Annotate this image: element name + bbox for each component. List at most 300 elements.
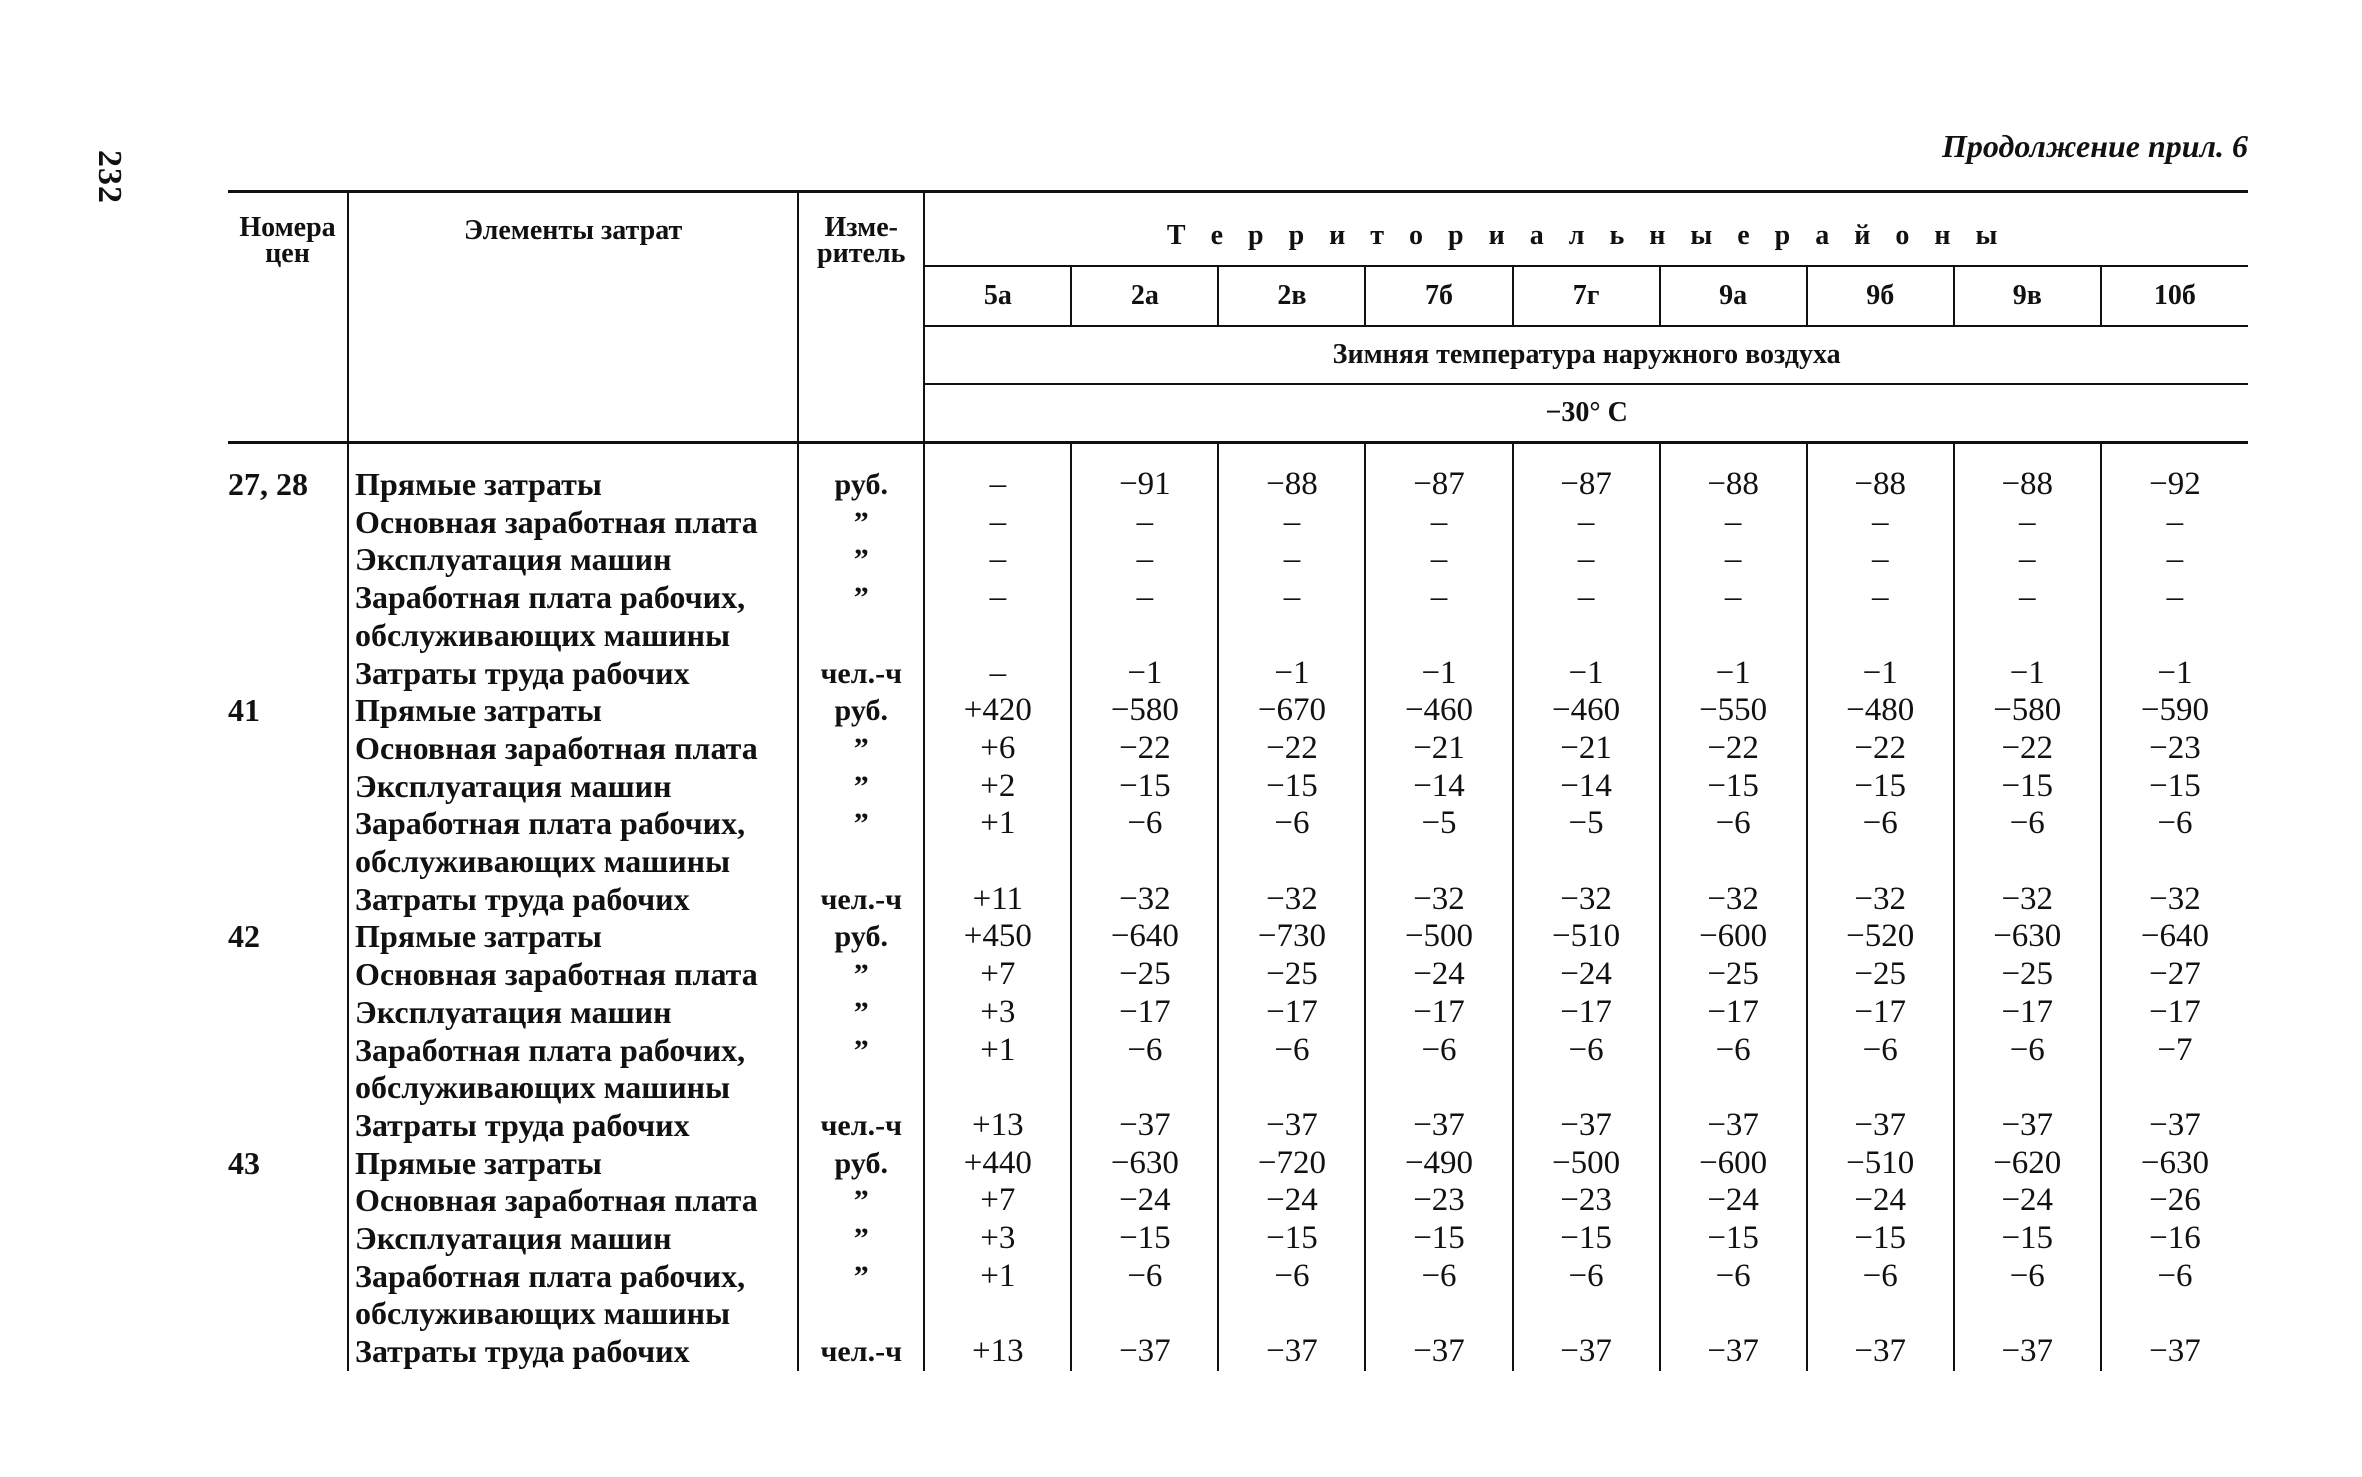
value-cell-7г: – bbox=[1513, 579, 1660, 617]
value-cell-2в: −6 bbox=[1218, 1258, 1365, 1296]
value-cell-7г: – bbox=[1513, 541, 1660, 579]
value-cell-9б: −6 bbox=[1807, 1032, 1954, 1070]
value-cell-10б bbox=[2101, 1069, 2248, 1107]
value-cell-9б: −520 bbox=[1807, 918, 1954, 956]
value-cell-5а: +3 bbox=[924, 994, 1071, 1032]
value-cell-10б: – bbox=[2101, 541, 2248, 579]
header-region-1: 2а bbox=[1071, 266, 1218, 326]
value-cell-2в: −15 bbox=[1218, 1220, 1365, 1258]
unit-cell: ” bbox=[798, 504, 924, 542]
value-cell-2а bbox=[1071, 1069, 1218, 1107]
value-cell-2а: −580 bbox=[1071, 692, 1218, 730]
unit-cell: руб. bbox=[798, 692, 924, 730]
value-cell-10б bbox=[2101, 617, 2248, 655]
value-cell-9б: −32 bbox=[1807, 881, 1954, 919]
value-cell-7б: – bbox=[1365, 504, 1512, 542]
header-region-8: 10б bbox=[2101, 266, 2248, 326]
table-row bbox=[228, 1220, 2248, 1258]
unit-cell: ” bbox=[798, 541, 924, 579]
value-cell-7г: −1 bbox=[1513, 655, 1660, 693]
cost-element-cell: Прямые затраты bbox=[348, 443, 798, 504]
value-cell-2в bbox=[1218, 1295, 1365, 1333]
table-row bbox=[228, 843, 2248, 881]
value-cell-7г: – bbox=[1513, 504, 1660, 542]
value-cell-9а: – bbox=[1660, 579, 1807, 617]
table-row bbox=[228, 1182, 2248, 1220]
value-cell-2а bbox=[1071, 843, 1218, 881]
value-cell-7б: −490 bbox=[1365, 1145, 1512, 1183]
value-cell-10б: −630 bbox=[2101, 1145, 2248, 1183]
value-cell-7б: −460 bbox=[1365, 692, 1512, 730]
price-number-cell bbox=[228, 994, 348, 1032]
price-number-cell bbox=[228, 843, 348, 881]
table-row bbox=[228, 881, 2248, 919]
value-cell-9в: −37 bbox=[1954, 1107, 2101, 1145]
value-cell-7г: −23 bbox=[1513, 1182, 1660, 1220]
value-cell-7б: −23 bbox=[1365, 1182, 1512, 1220]
value-cell-10б: −37 bbox=[2101, 1107, 2248, 1145]
price-number-cell bbox=[228, 1220, 348, 1258]
unit-cell: чел.-ч bbox=[798, 1333, 924, 1371]
value-cell-2а: −91 bbox=[1071, 443, 1218, 504]
value-cell-9в: – bbox=[1954, 504, 2101, 542]
value-cell-9в bbox=[1954, 843, 2101, 881]
value-cell-9б: −6 bbox=[1807, 1258, 1954, 1296]
price-number-cell bbox=[228, 1295, 348, 1333]
value-cell-9а: −32 bbox=[1660, 881, 1807, 919]
value-cell-7б: −37 bbox=[1365, 1333, 1512, 1371]
value-cell-9в: −620 bbox=[1954, 1145, 2101, 1183]
value-cell-2в: – bbox=[1218, 504, 1365, 542]
header-region-7: 9в bbox=[1954, 266, 2101, 326]
unit-cell: ” bbox=[798, 1258, 924, 1296]
unit-cell: чел.-ч bbox=[798, 881, 924, 919]
value-cell-10б: −27 bbox=[2101, 956, 2248, 994]
value-cell-9в: −88 bbox=[1954, 443, 2101, 504]
value-cell-5а: – bbox=[924, 443, 1071, 504]
price-number-cell bbox=[228, 1107, 348, 1145]
cost-element-cell: Заработная плата рабочих, bbox=[348, 579, 798, 617]
table-row bbox=[228, 994, 2248, 1032]
value-cell-9б: −37 bbox=[1807, 1333, 1954, 1371]
value-cell-2а: −37 bbox=[1071, 1333, 1218, 1371]
price-number-cell bbox=[228, 1258, 348, 1296]
value-cell-9в bbox=[1954, 617, 2101, 655]
value-cell-5а: +1 bbox=[924, 1032, 1071, 1070]
cost-element-cell: Основная заработная плата bbox=[348, 1182, 798, 1220]
value-cell-5а bbox=[924, 1069, 1071, 1107]
unit-cell: ” bbox=[798, 579, 924, 617]
value-cell-7г bbox=[1513, 617, 1660, 655]
value-cell-9а: −6 bbox=[1660, 1258, 1807, 1296]
value-cell-9б: −510 bbox=[1807, 1145, 1954, 1183]
value-cell-2в: −37 bbox=[1218, 1333, 1365, 1371]
value-cell-10б: −23 bbox=[2101, 730, 2248, 768]
value-cell-2а: −6 bbox=[1071, 1032, 1218, 1070]
unit-cell: чел.-ч bbox=[798, 655, 924, 693]
value-cell-2а: −15 bbox=[1071, 1220, 1218, 1258]
value-cell-10б bbox=[2101, 843, 2248, 881]
value-cell-9б: −37 bbox=[1807, 1107, 1954, 1145]
table-row bbox=[228, 1333, 2248, 1371]
cost-element-cell: Прямые затраты bbox=[348, 692, 798, 730]
table-row bbox=[228, 956, 2248, 994]
unit-cell: ” bbox=[798, 956, 924, 994]
value-cell-5а bbox=[924, 843, 1071, 881]
value-cell-2в: −670 bbox=[1218, 692, 1365, 730]
cost-element-cell: обслуживающих машины bbox=[348, 843, 798, 881]
value-cell-2а: – bbox=[1071, 579, 1218, 617]
value-cell-7б bbox=[1365, 1295, 1512, 1333]
header-region-2: 2в bbox=[1218, 266, 1365, 326]
value-cell-2в: −6 bbox=[1218, 1032, 1365, 1070]
cost-element-cell: Заработная плата рабочих, bbox=[348, 1032, 798, 1070]
price-number-cell bbox=[228, 1333, 348, 1371]
header-unit: Изме-ритель bbox=[798, 192, 924, 443]
value-cell-9б: −17 bbox=[1807, 994, 1954, 1032]
value-cell-9а: −37 bbox=[1660, 1333, 1807, 1371]
value-cell-2а: −32 bbox=[1071, 881, 1218, 919]
value-cell-9в: −15 bbox=[1954, 768, 2101, 806]
table-row bbox=[228, 504, 2248, 542]
value-cell-9в: −17 bbox=[1954, 994, 2101, 1032]
value-cell-9в: −32 bbox=[1954, 881, 2101, 919]
value-cell-9б: −15 bbox=[1807, 1220, 1954, 1258]
value-cell-2в: −25 bbox=[1218, 956, 1365, 994]
value-cell-10б: −16 bbox=[2101, 1220, 2248, 1258]
value-cell-7г: −5 bbox=[1513, 805, 1660, 843]
price-number-cell bbox=[228, 617, 348, 655]
value-cell-9а: −22 bbox=[1660, 730, 1807, 768]
value-cell-7г: −500 bbox=[1513, 1145, 1660, 1183]
unit-cell: ” bbox=[798, 1182, 924, 1220]
value-cell-2в: – bbox=[1218, 541, 1365, 579]
value-cell-7б: −6 bbox=[1365, 1032, 1512, 1070]
cost-element-cell: Эксплуатация машин bbox=[348, 541, 798, 579]
value-cell-5а: +11 bbox=[924, 881, 1071, 919]
value-cell-2в: −15 bbox=[1218, 768, 1365, 806]
value-cell-5а: – bbox=[924, 579, 1071, 617]
cost-element-cell: Заработная плата рабочих, bbox=[348, 1258, 798, 1296]
value-cell-10б: −6 bbox=[2101, 805, 2248, 843]
table-row bbox=[228, 692, 2248, 730]
cost-element-cell: обслуживающих машины bbox=[348, 1069, 798, 1107]
value-cell-9а: −600 bbox=[1660, 918, 1807, 956]
table-row bbox=[228, 730, 2248, 768]
value-cell-9в: −1 bbox=[1954, 655, 2101, 693]
value-cell-7б: −5 bbox=[1365, 805, 1512, 843]
value-cell-2в: −1 bbox=[1218, 655, 1365, 693]
value-cell-7б: −500 bbox=[1365, 918, 1512, 956]
value-cell-7б bbox=[1365, 617, 1512, 655]
value-cell-2в: −6 bbox=[1218, 805, 1365, 843]
value-cell-9а: – bbox=[1660, 504, 1807, 542]
value-cell-2в: −730 bbox=[1218, 918, 1365, 956]
value-cell-7г bbox=[1513, 1069, 1660, 1107]
value-cell-9а: −6 bbox=[1660, 805, 1807, 843]
value-cell-9в bbox=[1954, 1069, 2101, 1107]
value-cell-7б: −24 bbox=[1365, 956, 1512, 994]
value-cell-9а: −550 bbox=[1660, 692, 1807, 730]
value-cell-5а: +7 bbox=[924, 1182, 1071, 1220]
cost-table bbox=[228, 190, 2248, 1371]
value-cell-9в: −15 bbox=[1954, 1220, 2101, 1258]
value-cell-9в: −6 bbox=[1954, 1258, 2101, 1296]
value-cell-2в: – bbox=[1218, 579, 1365, 617]
value-cell-2а: −25 bbox=[1071, 956, 1218, 994]
value-cell-7г bbox=[1513, 1295, 1660, 1333]
value-cell-9а: −24 bbox=[1660, 1182, 1807, 1220]
table-header bbox=[228, 192, 2248, 443]
value-cell-7г bbox=[1513, 843, 1660, 881]
value-cell-9а: −88 bbox=[1660, 443, 1807, 504]
header-regions-title: Т е р р и т о р и а л ь н ы е р а й о н ы bbox=[924, 192, 2248, 267]
value-cell-9а bbox=[1660, 617, 1807, 655]
cost-element-cell: Затраты труда рабочих bbox=[348, 881, 798, 919]
unit-cell bbox=[798, 1069, 924, 1107]
value-cell-2в bbox=[1218, 1069, 1365, 1107]
value-cell-10б: −26 bbox=[2101, 1182, 2248, 1220]
value-cell-9в: −24 bbox=[1954, 1182, 2101, 1220]
header-temperature-title: Зимняя температура наружного воздуха bbox=[924, 326, 2248, 384]
table-row bbox=[228, 1145, 2248, 1183]
table-row bbox=[228, 1107, 2248, 1145]
value-cell-9а: −1 bbox=[1660, 655, 1807, 693]
cost-element-cell: Основная заработная плата bbox=[348, 730, 798, 768]
value-cell-2а: −6 bbox=[1071, 1258, 1218, 1296]
continuation-label: Продолжение прил. 6 bbox=[1942, 128, 2248, 164]
cost-element-cell: Эксплуатация машин bbox=[348, 994, 798, 1032]
unit-cell: ” bbox=[798, 768, 924, 806]
value-cell-9а: −600 bbox=[1660, 1145, 1807, 1183]
cost-table-wrapper bbox=[228, 190, 2248, 1371]
value-cell-7г: −87 bbox=[1513, 443, 1660, 504]
value-cell-9в: −25 bbox=[1954, 956, 2101, 994]
value-cell-10б: −1 bbox=[2101, 655, 2248, 693]
value-cell-2а: −24 bbox=[1071, 1182, 1218, 1220]
header-temperature-value: −30° С bbox=[924, 384, 2248, 443]
value-cell-5а: +6 bbox=[924, 730, 1071, 768]
cost-element-cell: Затраты труда рабочих bbox=[348, 1333, 798, 1371]
value-cell-9б: −88 bbox=[1807, 443, 1954, 504]
value-cell-10б: −92 bbox=[2101, 443, 2248, 504]
price-number-cell bbox=[228, 956, 348, 994]
value-cell-9б: – bbox=[1807, 541, 1954, 579]
value-cell-2а: – bbox=[1071, 541, 1218, 579]
table-row bbox=[228, 1069, 2248, 1107]
cost-element-cell: Затраты труда рабочих bbox=[348, 655, 798, 693]
price-number-cell bbox=[228, 1032, 348, 1070]
cost-element-cell: Заработная плата рабочих, bbox=[348, 805, 798, 843]
value-cell-7б bbox=[1365, 1069, 1512, 1107]
value-cell-2а: – bbox=[1071, 504, 1218, 542]
table-row bbox=[228, 579, 2248, 617]
value-cell-7б: −17 bbox=[1365, 994, 1512, 1032]
price-number-cell bbox=[228, 504, 348, 542]
value-cell-5а: +450 bbox=[924, 918, 1071, 956]
value-cell-2а: −37 bbox=[1071, 1107, 1218, 1145]
table-row bbox=[228, 805, 2248, 843]
value-cell-5а bbox=[924, 617, 1071, 655]
value-cell-5а: +1 bbox=[924, 805, 1071, 843]
value-cell-9б: −480 bbox=[1807, 692, 1954, 730]
value-cell-5а bbox=[924, 1295, 1071, 1333]
table-row bbox=[228, 655, 2248, 693]
value-cell-5а: +420 bbox=[924, 692, 1071, 730]
table-row bbox=[228, 768, 2248, 806]
value-cell-10б: −6 bbox=[2101, 1258, 2248, 1296]
value-cell-9а: −37 bbox=[1660, 1107, 1807, 1145]
value-cell-2а bbox=[1071, 617, 1218, 655]
value-cell-2а: −6 bbox=[1071, 805, 1218, 843]
price-number-cell bbox=[228, 881, 348, 919]
value-cell-7б: −37 bbox=[1365, 1107, 1512, 1145]
value-cell-9в bbox=[1954, 1295, 2101, 1333]
value-cell-7б: – bbox=[1365, 541, 1512, 579]
table-row bbox=[228, 1032, 2248, 1070]
value-cell-9в: −580 bbox=[1954, 692, 2101, 730]
value-cell-9в: – bbox=[1954, 541, 2101, 579]
value-cell-2в: −22 bbox=[1218, 730, 1365, 768]
value-cell-7г: −460 bbox=[1513, 692, 1660, 730]
value-cell-2а: −17 bbox=[1071, 994, 1218, 1032]
value-cell-10б bbox=[2101, 1295, 2248, 1333]
header-region-3: 7б bbox=[1365, 266, 1512, 326]
value-cell-10б: −590 bbox=[2101, 692, 2248, 730]
unit-cell: чел.-ч bbox=[798, 1107, 924, 1145]
value-cell-7б: – bbox=[1365, 579, 1512, 617]
value-cell-2а: −22 bbox=[1071, 730, 1218, 768]
unit-cell: руб. bbox=[798, 443, 924, 504]
value-cell-9в: −6 bbox=[1954, 805, 2101, 843]
value-cell-7б: −15 bbox=[1365, 1220, 1512, 1258]
value-cell-9а: −6 bbox=[1660, 1032, 1807, 1070]
header-number: Номера цен bbox=[228, 192, 348, 443]
price-number-cell: 42 bbox=[228, 918, 260, 955]
value-cell-9а bbox=[1660, 1069, 1807, 1107]
value-cell-9а: – bbox=[1660, 541, 1807, 579]
value-cell-9а: −17 bbox=[1660, 994, 1807, 1032]
value-cell-5а: +13 bbox=[924, 1107, 1071, 1145]
value-cell-9а: −15 bbox=[1660, 1220, 1807, 1258]
unit-cell: ” bbox=[798, 1220, 924, 1258]
value-cell-5а: – bbox=[924, 541, 1071, 579]
value-cell-10б: – bbox=[2101, 579, 2248, 617]
value-cell-2а: −640 bbox=[1071, 918, 1218, 956]
price-number-cell bbox=[228, 541, 348, 579]
table-row bbox=[228, 1295, 2248, 1333]
value-cell-10б: −17 bbox=[2101, 994, 2248, 1032]
header-region-5: 9а bbox=[1660, 266, 1807, 326]
price-number-cell bbox=[228, 730, 348, 768]
cost-element-cell: Прямые затраты bbox=[348, 1145, 798, 1183]
value-cell-7г: −15 bbox=[1513, 1220, 1660, 1258]
value-cell-9б: – bbox=[1807, 579, 1954, 617]
value-cell-9б: −22 bbox=[1807, 730, 1954, 768]
value-cell-10б: −32 bbox=[2101, 881, 2248, 919]
cost-element-cell: Затраты труда рабочих bbox=[348, 1107, 798, 1145]
value-cell-2в: −88 bbox=[1218, 443, 1365, 504]
value-cell-10б: −640 bbox=[2101, 918, 2248, 956]
value-cell-2в: −24 bbox=[1218, 1182, 1365, 1220]
price-number-cell bbox=[228, 805, 348, 843]
value-cell-9в: −630 bbox=[1954, 918, 2101, 956]
cost-element-cell: Эксплуатация машин bbox=[348, 1220, 798, 1258]
value-cell-2в: −17 bbox=[1218, 994, 1365, 1032]
unit-cell: ” bbox=[798, 1032, 924, 1070]
value-cell-2в: −32 bbox=[1218, 881, 1365, 919]
value-cell-9в: −22 bbox=[1954, 730, 2101, 768]
page-number: 232 bbox=[91, 150, 128, 204]
cost-element-cell: Основная заработная плата bbox=[348, 956, 798, 994]
value-cell-7б: −1 bbox=[1365, 655, 1512, 693]
value-cell-2в bbox=[1218, 843, 1365, 881]
value-cell-9б: −6 bbox=[1807, 805, 1954, 843]
value-cell-5а: +2 bbox=[924, 768, 1071, 806]
table-body bbox=[228, 443, 2248, 1371]
value-cell-7г: −37 bbox=[1513, 1107, 1660, 1145]
value-cell-9а bbox=[1660, 843, 1807, 881]
header-region-6: 9б bbox=[1807, 266, 1954, 326]
table-row bbox=[228, 617, 2248, 655]
value-cell-9б bbox=[1807, 617, 1954, 655]
value-cell-7г: −32 bbox=[1513, 881, 1660, 919]
value-cell-7б: −32 bbox=[1365, 881, 1512, 919]
table-row bbox=[228, 1258, 2248, 1296]
table-row bbox=[228, 541, 2248, 579]
value-cell-9б: −25 bbox=[1807, 956, 1954, 994]
value-cell-10б: −7 bbox=[2101, 1032, 2248, 1070]
table-row bbox=[228, 918, 2248, 956]
value-cell-9а bbox=[1660, 1295, 1807, 1333]
value-cell-9б: −24 bbox=[1807, 1182, 1954, 1220]
value-cell-7г: −14 bbox=[1513, 768, 1660, 806]
value-cell-9б: −1 bbox=[1807, 655, 1954, 693]
header-elements: Элементы затрат bbox=[348, 192, 798, 443]
value-cell-9б bbox=[1807, 1069, 1954, 1107]
value-cell-2а: −15 bbox=[1071, 768, 1218, 806]
value-cell-10б: – bbox=[2101, 504, 2248, 542]
cost-element-cell: Прямые затраты bbox=[348, 918, 798, 956]
value-cell-10б: −37 bbox=[2101, 1333, 2248, 1371]
value-cell-7б: −21 bbox=[1365, 730, 1512, 768]
unit-cell: руб. bbox=[798, 918, 924, 956]
value-cell-5а: +440 bbox=[924, 1145, 1071, 1183]
value-cell-2в: −37 bbox=[1218, 1107, 1365, 1145]
value-cell-5а: +7 bbox=[924, 956, 1071, 994]
cost-element-cell: Основная заработная плата bbox=[348, 504, 798, 542]
value-cell-5а: – bbox=[924, 655, 1071, 693]
value-cell-9в: −6 bbox=[1954, 1032, 2101, 1070]
unit-cell: ” bbox=[798, 994, 924, 1032]
cost-element-cell: обслуживающих машины bbox=[348, 1295, 798, 1333]
value-cell-7г: −510 bbox=[1513, 918, 1660, 956]
unit-cell: ” bbox=[798, 805, 924, 843]
value-cell-9в: −37 bbox=[1954, 1333, 2101, 1371]
value-cell-9б bbox=[1807, 1295, 1954, 1333]
value-cell-9б: – bbox=[1807, 504, 1954, 542]
unit-cell bbox=[798, 617, 924, 655]
value-cell-7б: −6 bbox=[1365, 1258, 1512, 1296]
value-cell-7г: −37 bbox=[1513, 1333, 1660, 1371]
value-cell-5а: +3 bbox=[924, 1220, 1071, 1258]
price-number-cell bbox=[228, 1069, 348, 1107]
value-cell-5а: +13 bbox=[924, 1333, 1071, 1371]
table-row bbox=[228, 443, 2248, 504]
price-number-cell bbox=[228, 579, 348, 617]
value-cell-9в: – bbox=[1954, 579, 2101, 617]
value-cell-2а bbox=[1071, 1295, 1218, 1333]
